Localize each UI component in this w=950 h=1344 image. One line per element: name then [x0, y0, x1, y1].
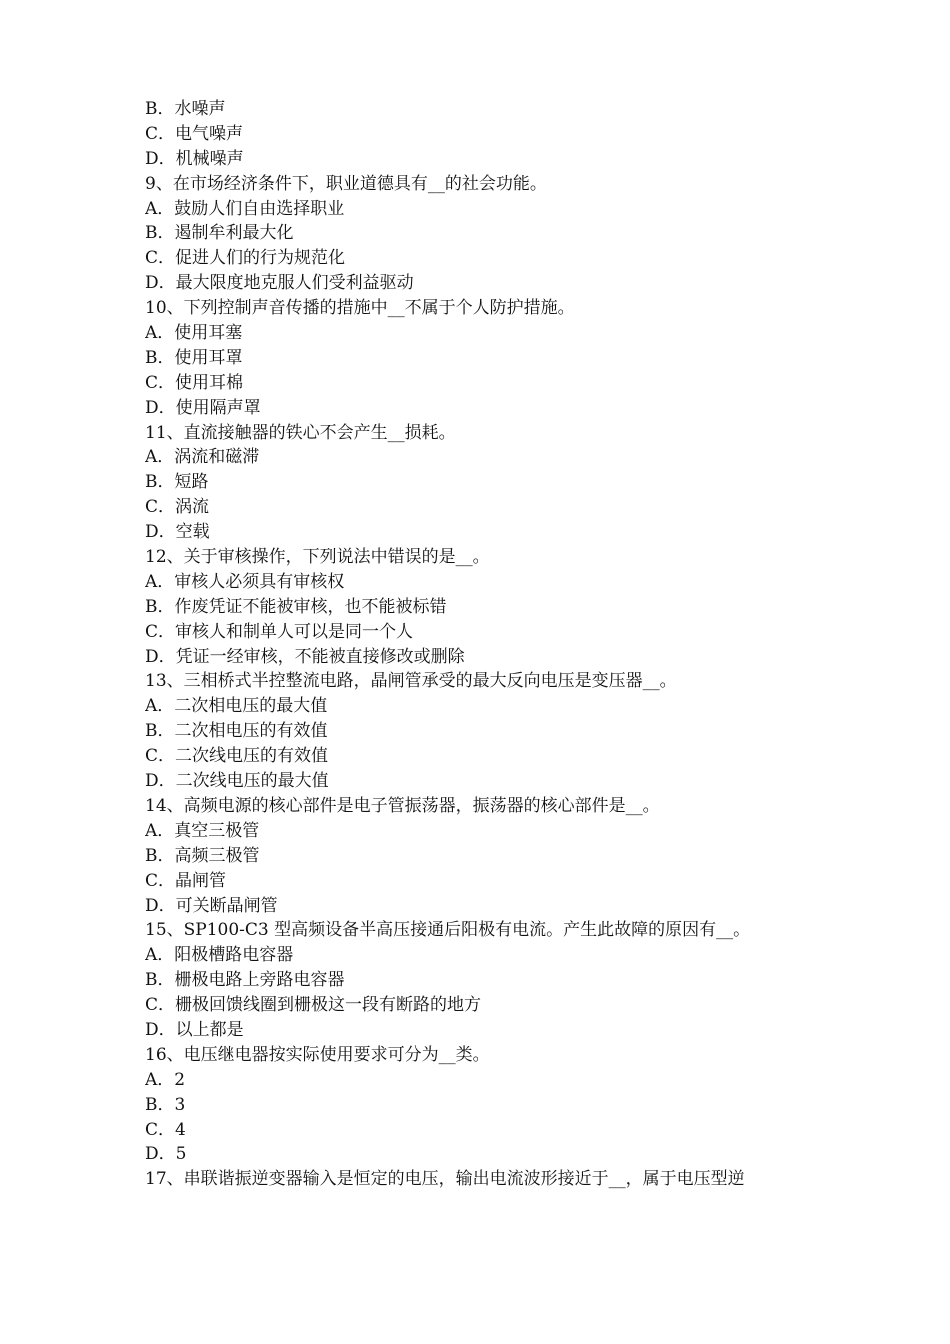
option-line: D．凭证一经审核，不能被直接修改或删除	[145, 646, 465, 667]
option-line: C．促进人们的行为规范化	[145, 248, 346, 269]
question-text-block	[145, 97, 825, 1192]
option-line: A．审核人必须具有审核权	[145, 571, 345, 592]
option-line: A．2	[145, 1069, 186, 1090]
option-line: D．机械噪声	[145, 148, 244, 169]
option-line: A．阳极槽路电容器	[145, 945, 294, 966]
option-line: B．遏制牟利最大化	[145, 223, 294, 244]
option-line: C．审核人和制单人可以是同一个人	[145, 621, 414, 642]
option-line: C．栅极回馈线圈到栅极这一段有断路的地方	[145, 995, 482, 1016]
option-line: D．5	[145, 1144, 187, 1165]
question-17: 17、串联谐振逆变器输入是恒定的电压，输出电流波形接近于__，属于电压型逆	[145, 1169, 745, 1190]
option-line: C．晶闸管	[145, 870, 227, 891]
option-line: D．最大限度地克服人们受利益驱动	[145, 273, 414, 294]
option-line: B．水噪声	[145, 99, 226, 119]
option-line: B．栅极电路上旁路电容器	[145, 970, 345, 991]
option-line: A．二次相电压的最大值	[145, 696, 328, 717]
option-line: C．二次线电压的有效值	[145, 746, 329, 767]
option-line: D．空载	[145, 522, 210, 543]
option-line: D．二次线电压的最大值	[145, 771, 329, 792]
option-line: D．可关断晶闸管	[145, 895, 278, 916]
question-16: 16、电压继电器按实际使用要求可分为__类。	[145, 1044, 490, 1065]
question-9: 9、在市场经济条件下，职业道德具有__的社会功能。	[145, 173, 547, 194]
option-line: A．鼓励人们自由选择职业	[145, 198, 345, 219]
question-13: 13、三相桥式半控整流电路，晶闸管承受的最大反向电压是变压器__。	[145, 671, 677, 692]
option-line: B．短路	[145, 472, 209, 493]
option-line: C．4	[145, 1119, 186, 1140]
option-line: B．二次相电压的有效值	[145, 721, 328, 742]
question-12: 12、关于审核操作，下列说法中错误的是__。	[145, 547, 490, 568]
question-15: 15、SP100-C3 型高频设备半高压接通后阳极有电流。产生此故障的原因有__。	[145, 920, 751, 941]
question-11: 11、直流接触器的铁心不会产生__损耗。	[145, 422, 456, 443]
option-line: C．使用耳棉	[145, 372, 244, 393]
option-line: B．3	[145, 1094, 186, 1115]
option-line: D．使用隔声罩	[145, 397, 261, 418]
question-14: 14、高频电源的核心部件是电子管振荡器，振荡器的核心部件是__。	[145, 795, 660, 816]
option-line: C．电气噪声	[145, 123, 244, 144]
option-line: B．作废凭证不能被审核，也不能被标错	[145, 596, 447, 617]
option-line: B．使用耳罩	[145, 347, 243, 368]
option-line: A．真空三极管	[145, 820, 260, 841]
option-line: B．高频三极管	[145, 845, 260, 866]
option-line: D．以上都是	[145, 1019, 244, 1040]
option-line: A．涡流和磁滞	[145, 447, 260, 468]
option-line: C．涡流	[145, 497, 210, 518]
option-line: A．使用耳塞	[145, 323, 243, 344]
question-10: 10、下列控制声音传播的措施中__不属于个人防护措施。	[145, 298, 575, 319]
